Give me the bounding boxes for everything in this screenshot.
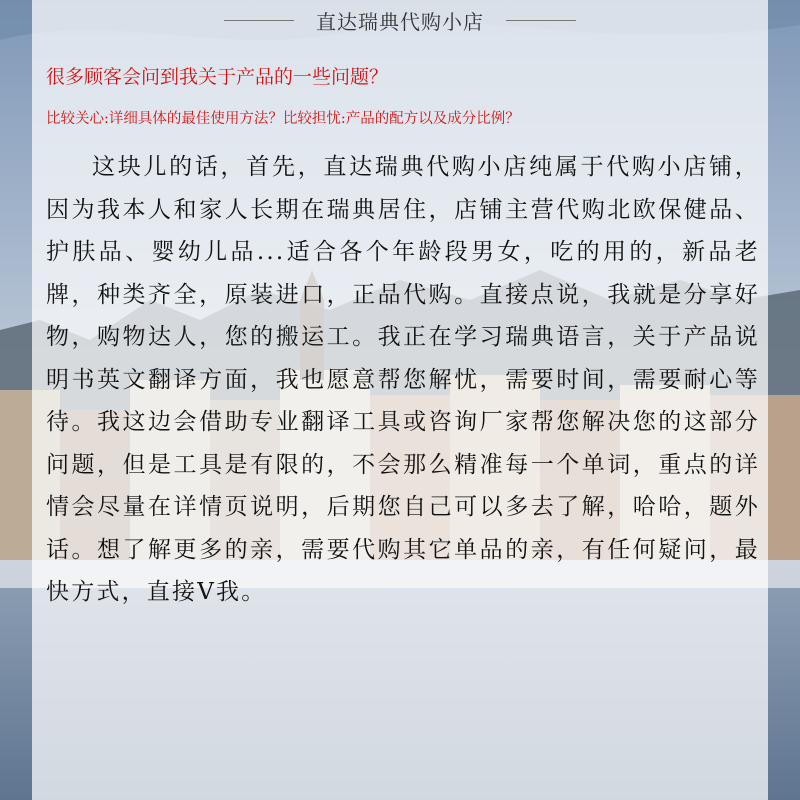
right-divider <box>506 20 576 21</box>
left-divider <box>224 20 294 21</box>
customer-concerns-line: 比较关心:详细具体的最佳使用方法？比较担忧:产品的配方以及成分比例？ <box>46 111 520 127</box>
shop-title-banner <box>32 0 768 40</box>
shop-description-paragraph: 这块儿的话，首先，直达瑞典代购小店纯属于代购小店铺，因为我本人和家人长期在瑞典居住，店铺主营代购北欧保健品、护肤品、婴幼儿品...适合各个年龄段男女，吃的用的，新品老牌，种类齐全，原装进口，正品代购。直接点说，我就是分享好物，购物达人，您的搬运工。我正在学习瑞典语言，关于产品说明书英文翻译方面，我也愿意帮您解忧，需要时间，需要耐心等待。我这边会借助专业翻译工具或咨询厂家帮您解决您的这部分问题，但是工具是有限的，不会那么精准每一个单词，重点的详情会尽量在详情页说明，后期您自己可以多去了解，哈哈，题外话。想了解更多的亲，需要代购其它单品的亲，有任何疑问，最快方式，直接V我。 <box>46 154 760 605</box>
customer-question-heading: 很多顾客会问到我关于产品的一些问题？ <box>46 66 389 88</box>
shop-title: 直达瑞典代购小店 <box>316 9 484 34</box>
